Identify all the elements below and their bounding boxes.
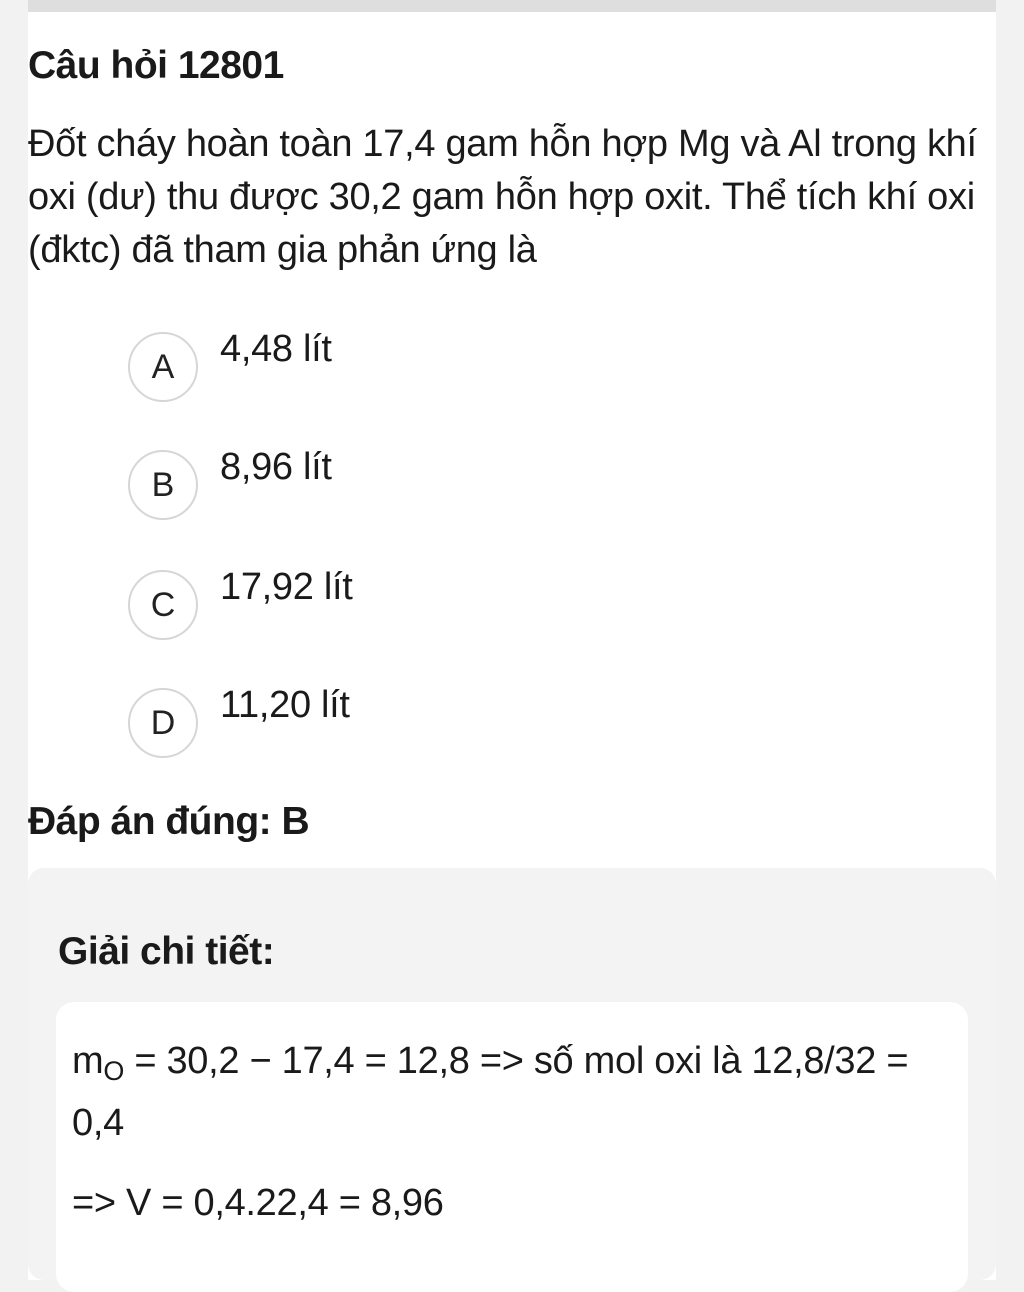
option-c[interactable] bbox=[128, 566, 628, 650]
option-a[interactable] bbox=[128, 328, 628, 412]
option-d-text: 11,20 lít bbox=[220, 684, 350, 726]
option-b[interactable] bbox=[128, 446, 628, 530]
question-title: Câu hỏi 12801 bbox=[28, 44, 284, 87]
option-a-text: 4,48 lít bbox=[220, 328, 332, 370]
solution-content bbox=[56, 1002, 968, 1292]
solution-line-2: 0,4 bbox=[72, 1102, 124, 1144]
option-b-text: 8,96 lít bbox=[220, 446, 332, 488]
question-card bbox=[28, 12, 996, 1280]
option-d[interactable] bbox=[128, 684, 628, 768]
option-c-letter[interactable]: C bbox=[128, 570, 198, 640]
option-a-letter[interactable]: A bbox=[128, 332, 198, 402]
solution-title: Giải chi tiết: bbox=[58, 930, 275, 973]
option-d-letter[interactable]: D bbox=[128, 688, 198, 758]
option-c-text: 17,92 lít bbox=[220, 566, 353, 608]
option-b-letter[interactable]: B bbox=[128, 450, 198, 520]
solution-line-3: => V = 0,4.22,4 = 8,96 bbox=[72, 1182, 444, 1224]
solution-line-1-text: = 30,2 − 17,4 = 12,8 => số mol oxi là 12,8/32 = bbox=[124, 1040, 909, 1082]
solution-line-1 bbox=[72, 1040, 908, 1087]
mass-subscript: O bbox=[103, 1056, 125, 1086]
solution-section bbox=[28, 868, 996, 1280]
question-text: Đốt cháy hoàn toàn 17,4 gam hỗn hợp Mg và Al trong khí oxi (dư) thu được 30,2 gam hỗn hợp oxit. Thể tích khí oxi (đktc) đã tham gia phản ứng là bbox=[28, 123, 977, 271]
correct-answer: Đáp án đúng: B bbox=[28, 800, 310, 843]
top-divider bbox=[28, 0, 996, 12]
mass-symbol: m bbox=[72, 1040, 104, 1082]
